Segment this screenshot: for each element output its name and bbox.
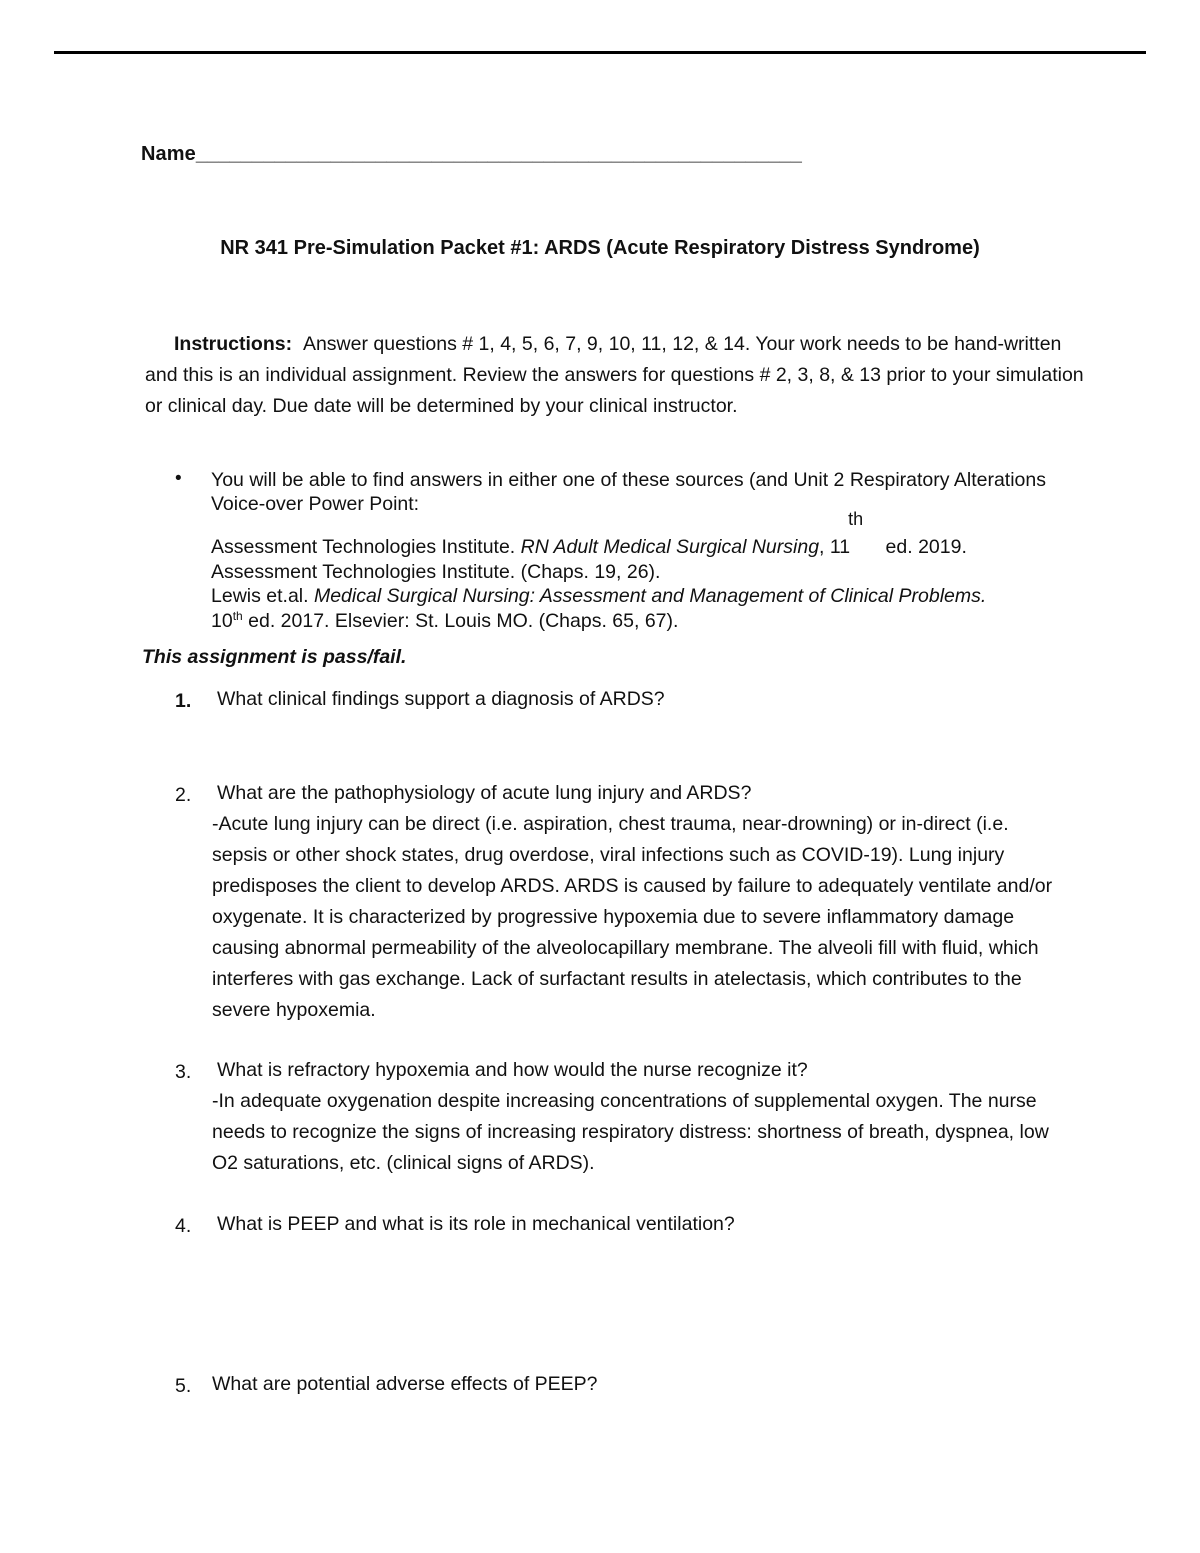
question-number: 1. [175,690,192,712]
question-text: What are potential adverse effects of PEEP? [212,1373,598,1395]
reference-lewis-edition: 10th ed. 2017. Elsevier: St. Louis MO. (Chaps. 65, 67). [211,608,679,632]
name-label: Name [141,143,196,165]
page-title: NR 341 Pre-Simulation Packet #1: ARDS (Acute Respiratory Distress Syndrome) [220,237,980,259]
sources-intro: You will be able to find answers in either one of these sources (and Unit 2 Respiratory Alterations Voice-over Power Point: [211,469,1046,515]
question-number: 5. [175,1375,192,1397]
question-number: 3. [175,1061,192,1083]
question-number: 2. [175,784,192,806]
references-list [211,509,1111,633]
pass-fail-note: This assignment is pass/fail. [142,646,407,668]
bullet-icon: • [175,468,182,489]
name-field[interactable] [141,143,802,166]
name-blank-line: ______________________________________________________ [195,143,802,165]
reference-ati-text: Assessment Technologies Institute. RN Adult Medical Surgical Nursing, 11th ed. 2019. [211,509,967,558]
instructions-paragraph [145,329,1085,422]
question-number: 4. [175,1215,192,1237]
reference-ati-chapters: Assessment Technologies Institute. (Chaps. 19, 26). [211,560,661,583]
instructions-text: Answer questions # 1, 4, 5, 6, 7, 9, 10, 11, 12, & 14. Your work needs to be hand-written and this is an individual assignment. Review the answers for questions # 2, 3, 8, & 13 prior to your simulation or clinical day. Due date will be determined by your clinical instructor. [145,333,1084,417]
question-text: What is PEEP and what is its role in mechanical ventilation? [217,1213,735,1235]
answer-text: -Acute lung injury can be direct (i.e. aspiration, chest trauma, near-drowning) or in-direct (i.e. sepsis or other shock states, drug overdose, viral infections such as COVID-19). Lung injury predisposes the client to develop ARDS. ARDS is caused by failure to adequately ventilate and/or oxygenate. It is characterized by progressive hypoxemia due to severe inflammatory damage causing abnormal permeability of the alveolocapillary membrane. The alveoli fill with fluid, which interferes with gas exchange. Lack of surfactant results in atelectasis, which contributes to the severe hypoxemia. [212,813,1053,1021]
answer-text: -In adequate oxygenation despite increasing concentrations of supplemental oxygen. The nurse needs to recognize the signs of increasing respiratory distress: shortness of breath, dyspnea, low O2 saturations, etc. (clinical signs of ARDS). [212,1090,1049,1174]
top-horizontal-rule [54,51,1146,54]
instructions-label: Instructions: [174,333,293,355]
question-text: What is refractory hypoxemia and how would the nurse recognize it? [217,1059,808,1081]
question-text: What are the pathophysiology of acute lung injury and ARDS? [217,782,752,804]
reference-lewis: Lewis et.al. Medical Surgical Nursing: Assessment and Management of Clinical Problems. [211,585,987,607]
question-text: What clinical findings support a diagnosis of ARDS? [217,688,665,710]
